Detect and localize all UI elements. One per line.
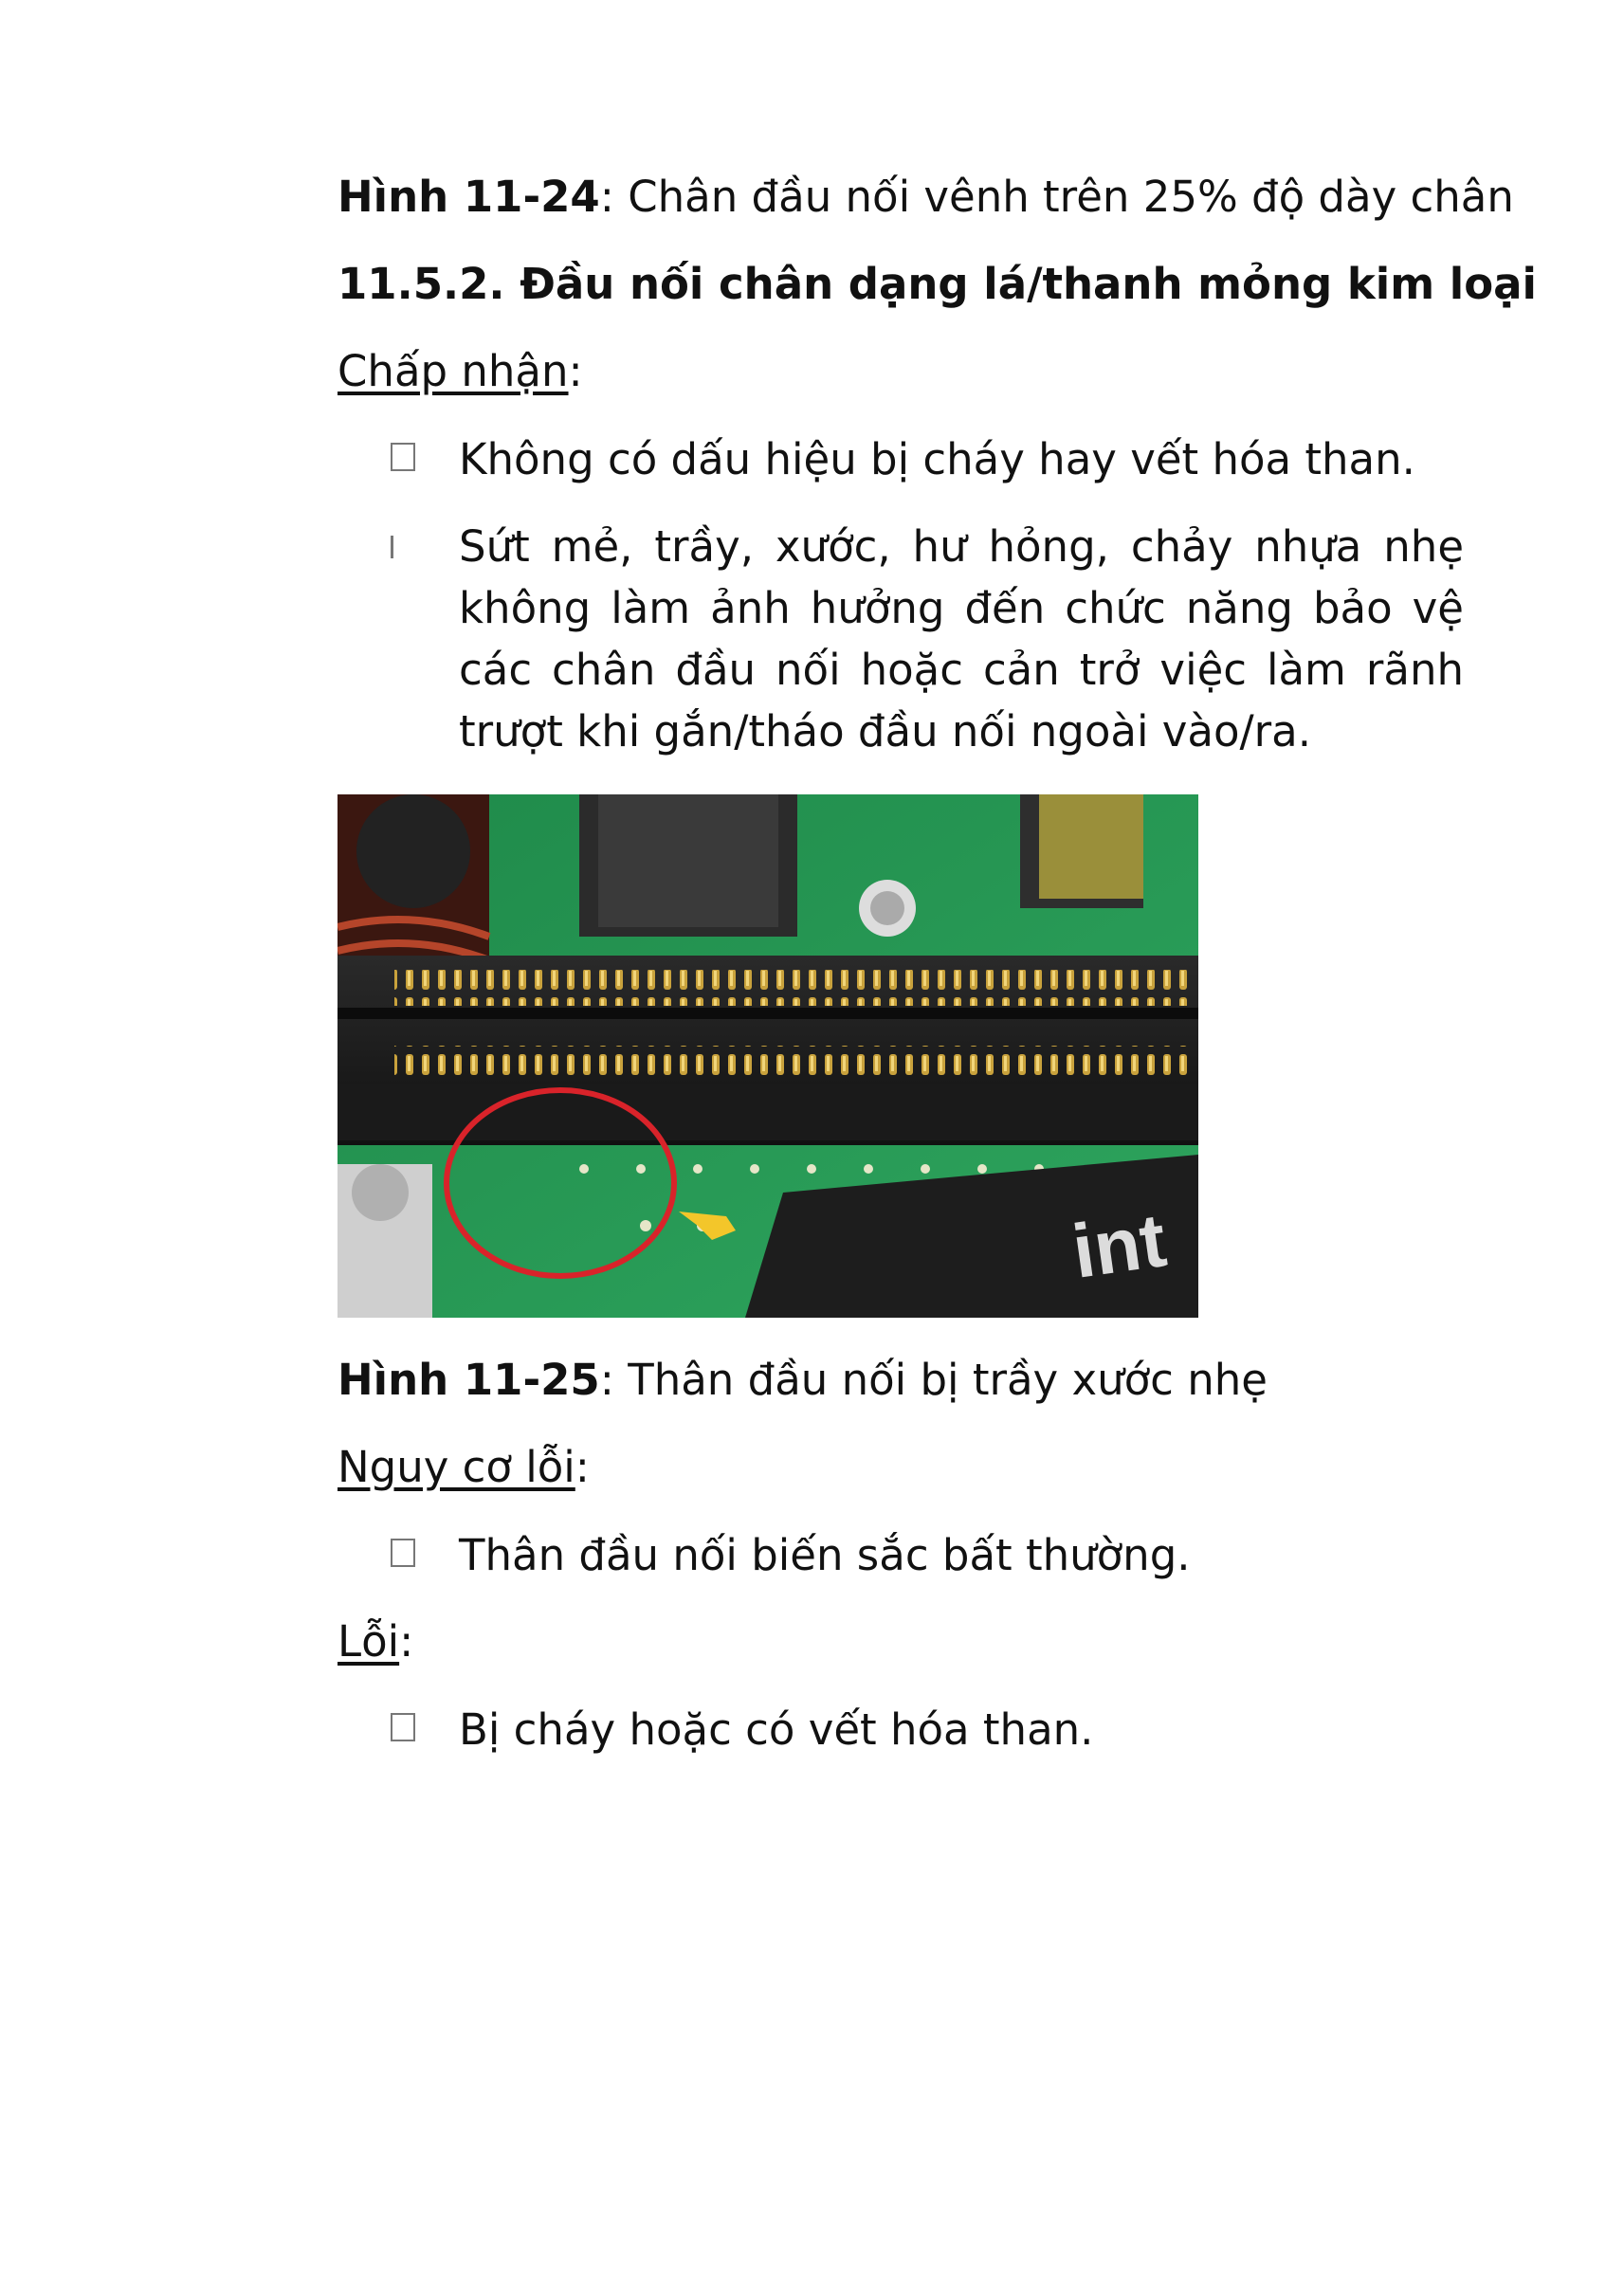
section-heading: 11.5.2. Đầu nối chân dạng lá/thanh mỏng kim loại <box>338 259 1537 309</box>
figure-24-caption-text: : Chân đầu nối vênh trên 25% độ dày chân <box>599 172 1514 222</box>
defect-colon: : <box>399 1616 414 1667</box>
accept-item-2: Sứt mẻ, trầy, xước, hư hỏng, chảy nhựa nhẹ không làm ảnh hưởng đến chức năng bảo vệ các chân đầu nối hoặc cản trở việc làm rãnh trượt khi gắn/tháo đầu nối ngoài vào/ra. <box>459 521 1464 756</box>
defect-label: Lỗi <box>338 1616 400 1667</box>
checkbox-bullet-icon <box>391 432 415 489</box>
accept-heading <box>338 343 583 400</box>
accept-item-1: Không có dấu hiệu bị cháy hay vết hóa than. <box>459 434 1415 484</box>
checkbox-bullet-icon <box>391 1703 415 1759</box>
connector-photo <box>338 794 1198 1318</box>
checkbox-bullet-icon <box>391 1528 415 1585</box>
bar-bullet-icon <box>391 519 393 576</box>
accept-colon: : <box>568 346 583 396</box>
figure-24-label: Hình 11-24 <box>338 172 600 222</box>
figure-25-caption <box>338 1352 1268 1409</box>
defect-item-1: Bị cháy hoặc có vết hóa than. <box>459 1704 1094 1755</box>
risk-label: Nguy cơ lỗi <box>338 1442 575 1492</box>
risk-item-1: Thân đầu nối biến sắc bất thường. <box>459 1530 1191 1580</box>
accept-label: Chấp nhận <box>338 346 569 396</box>
figure-25-caption-text: : Thân đầu nối bị trầy xước nhẹ <box>599 1355 1268 1405</box>
defect-heading <box>338 1613 413 1670</box>
figure-25-label: Hình 11-25 <box>338 1355 600 1405</box>
risk-heading <box>338 1439 590 1496</box>
figure-24-caption <box>338 169 1514 226</box>
risk-colon: : <box>575 1442 590 1492</box>
chip-logo: int <box>1067 1197 1172 1294</box>
